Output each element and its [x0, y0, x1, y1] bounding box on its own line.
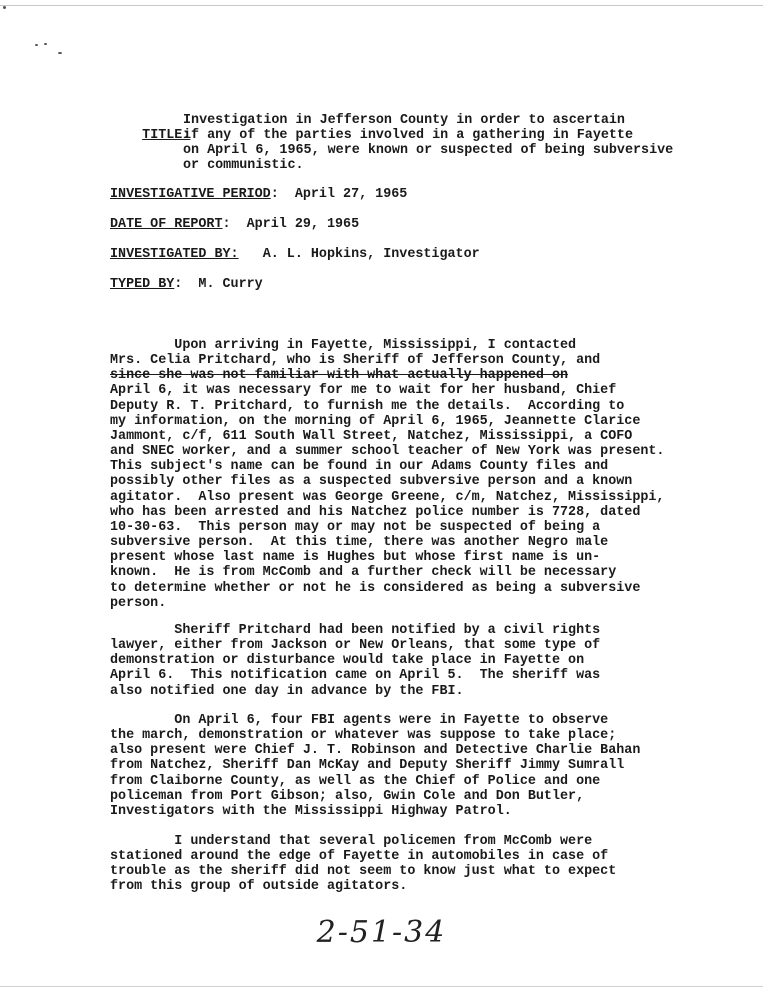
paragraph-2	[110, 623, 750, 699]
p2-line: demonstration or disturbance would take place in Fayette on	[110, 653, 585, 669]
p1-line-struck: since she was not familiar with what actually happened on	[110, 368, 569, 384]
p2-line: Sheriff Pritchard had been notified by a civil rights	[110, 623, 601, 638]
title-text	[183, 113, 753, 174]
p1-line: Jammont, c/f, 611 South Wall Street, Natchez, Mississippi, a COFO	[110, 428, 633, 444]
p1-line: subversive person. At this time, there was another Negro male	[110, 535, 609, 551]
p1-line: possibly other files as a suspected subversive person and a known	[110, 474, 633, 490]
typed-by: TYPED BY: M. Curry	[110, 277, 263, 292]
paragraph-4	[110, 834, 750, 895]
p4-line: from this group of outside agitators.	[110, 879, 408, 895]
title-line-1: Investigation in Jefferson County in order to ascertain	[183, 113, 625, 128]
period-value: April 27, 1965	[294, 187, 408, 202]
handwritten-file-number: 2-51-34	[316, 915, 447, 950]
typed-value: M. Curry	[198, 277, 263, 292]
p1-line: present whose last name is Hughes but whose first name is un-	[110, 550, 601, 566]
p3-line: also present were Chief J. T. Robinson and Detective Charlie Bahan	[110, 743, 641, 759]
scan-speck	[3, 6, 6, 9]
scan-speck	[35, 44, 38, 46]
p3-line: Investigators with the Mississippi Highway Patrol.	[110, 803, 512, 819]
title-line-2: if any of the parties involved in a gathering in Fayette	[183, 128, 633, 144]
p1-line: person.	[110, 595, 167, 611]
investigated-by	[110, 247, 480, 262]
title-label: TITLE:	[142, 128, 191, 143]
p1-line: and SNEC worker, and a summer school teacher of New York was present.	[110, 444, 665, 460]
by-value: A. L. Hopkins, Investigator	[262, 247, 480, 262]
p1-line: April 6, it was necessary for me to wait for her husband, Chief	[110, 383, 617, 399]
p1-line: agitator. Also present was George Greene, c/m, Natchez, Mississippi,	[110, 489, 665, 505]
p4-line: I understand that several policemen from McComb were	[110, 834, 593, 849]
p2-line: lawyer, either from Jackson or New Orleans, that some type of	[110, 638, 601, 654]
p3-line: from Natchez, Sheriff Dan McKay and Deputy Sheriff Jimmy Sumrall	[110, 758, 625, 774]
p3-line: On April 6, four FBI agents were in Fayette to observe	[110, 713, 609, 728]
p3-line: policeman from Port Gibson; also, Gwin Cole and Don Butler,	[110, 788, 585, 804]
p2-line: April 6. This notification came on April 5. The sheriff was	[110, 668, 601, 684]
p1-line: who has been arrested and his Natchez police number is 7728, dated	[110, 504, 641, 520]
p1-line: Mrs. Celia Pritchard, who is Sheriff of Jefferson County, and	[110, 353, 601, 369]
p3-line: the march, demonstration or whatever was suppose to take place;	[110, 728, 617, 744]
p1-line: Upon arriving in Fayette, Mississippi, I contacted	[110, 338, 577, 353]
paragraph-3	[110, 713, 750, 819]
investigative-period: INVESTIGATIVE PERIOD: April 27, 1965	[110, 187, 408, 202]
scan-speck	[58, 52, 62, 54]
scan-speck	[44, 43, 47, 45]
p1-line: 10-30-63. This person may or may not be suspected of being a	[110, 519, 601, 535]
p1-line: to determine whether or not he is considered as being a subversive	[110, 580, 641, 596]
period-label: INVESTIGATIVE PERIOD	[110, 187, 271, 202]
date-value: April 29, 1965	[246, 217, 360, 232]
p1-line: known. He is from McComb and a further check will be necessary	[110, 565, 617, 581]
bottom-edge-line	[0, 986, 763, 987]
p1-line: This subject's name can be found in our Adams County files and	[110, 459, 609, 475]
p4-line: trouble as the sheriff did not seem to know just what to expect	[110, 864, 617, 880]
p2-line: also notified one day in advance by the FBI.	[110, 683, 464, 699]
date-of-report: DATE OF REPORT: April 29, 1965	[110, 217, 360, 232]
p1-line: my information, on the morning of April 6, 1965, Jeannette Clarice	[110, 413, 641, 429]
p3-line: from Claiborne County, as well as the Chief of Police and one	[110, 773, 601, 789]
title-line-4: or communistic.	[183, 158, 304, 174]
paragraph-1	[110, 338, 750, 611]
title-line-3: on April 6, 1965, were known or suspected of being subversive	[183, 143, 674, 159]
p1-line: Deputy R. T. Pritchard, to furnish me the details. According to	[110, 398, 625, 414]
date-label: DATE OF REPORT	[110, 217, 223, 232]
by-label: INVESTIGATED BY:	[110, 247, 239, 262]
typed-label: TYPED BY	[110, 277, 175, 292]
top-edge-line	[0, 5, 763, 6]
p4-line: stationed around the edge of Fayette in automobiles in case of	[110, 849, 609, 865]
